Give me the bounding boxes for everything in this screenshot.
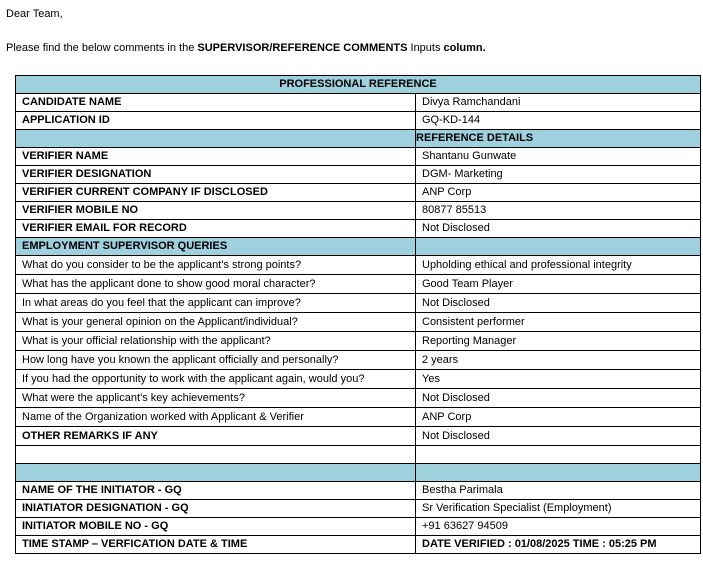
query-question: How long have you known the applicant officially and personally?	[16, 351, 416, 370]
verifier-label: VERIFIER DESIGNATION	[16, 166, 416, 184]
query-answer: Reporting Manager	[416, 332, 701, 351]
queries-header-blank	[416, 238, 701, 256]
table-row	[16, 370, 701, 389]
professional-reference-table	[15, 75, 701, 554]
initiator-value: Bestha Parimala	[416, 482, 701, 500]
table-row	[16, 184, 701, 202]
table-row	[16, 313, 701, 332]
intro-text	[6, 42, 486, 54]
reference-details-blank	[16, 130, 416, 148]
table-row	[16, 482, 701, 500]
query-answer: Upholding ethical and professional integrity	[416, 256, 701, 275]
query-question: What is your general opinion on the Applicant/individual?	[16, 313, 416, 332]
table-row	[16, 94, 701, 112]
table-row	[16, 500, 701, 518]
table-row	[16, 389, 701, 408]
candidate-name-label: CANDIDATE NAME	[16, 94, 416, 112]
query-answer: Good Team Player	[416, 275, 701, 294]
intro-middle: Inputs	[407, 42, 444, 54]
table-row	[16, 518, 701, 536]
application-id-value: GQ-KD-144	[416, 112, 701, 130]
other-remarks-value: Not Disclosed	[416, 427, 701, 446]
blank-cell	[16, 446, 416, 464]
verifier-value: Shantanu Gunwate	[416, 148, 701, 166]
verifier-value: ANP Corp	[416, 184, 701, 202]
blank-row	[16, 446, 701, 464]
query-answer: Not Disclosed	[416, 294, 701, 313]
initiator-header-row	[16, 464, 701, 482]
verifier-value: Not Disclosed	[416, 220, 701, 238]
blank-cell	[416, 464, 701, 482]
query-question: What is your official relationship with the applicant?	[16, 332, 416, 351]
initiator-label: NAME OF THE INITIATOR - GQ	[16, 482, 416, 500]
query-question: What has the applicant done to show good moral character?	[16, 275, 416, 294]
table-row	[16, 220, 701, 238]
query-answer: Not Disclosed	[416, 389, 701, 408]
table-row	[16, 148, 701, 166]
blank-cell	[16, 464, 416, 482]
other-remarks-label: OTHER REMARKS IF ANY	[16, 427, 416, 446]
table-row	[16, 256, 701, 275]
intro-bold-column: column.	[443, 42, 486, 54]
query-question: What do you consider to be the applicant's strong points?	[16, 256, 416, 275]
initiator-label: INITIATOR MOBILE NO - GQ	[16, 518, 416, 536]
verifier-value: DGM- Marketing	[416, 166, 701, 184]
table-title-row	[16, 76, 701, 94]
verifier-label: VERIFIER EMAIL FOR RECORD	[16, 220, 416, 238]
verifier-label: VERIFIER CURRENT COMPANY IF DISCLOSED	[16, 184, 416, 202]
verifier-label: VERIFIER MOBILE NO	[16, 202, 416, 220]
application-id-label: APPLICATION ID	[16, 112, 416, 130]
query-question: What were the applicant’s key achievements?	[16, 389, 416, 408]
table-row	[16, 427, 701, 446]
candidate-name-value: Divya Ramchandani	[416, 94, 701, 112]
query-answer: ANP Corp	[416, 408, 701, 427]
query-answer: Consistent performer	[416, 313, 701, 332]
query-answer: Yes	[416, 370, 701, 389]
blank-cell	[416, 446, 701, 464]
timestamp-label: TIME STAMP – VERFICATION DATE & TIME	[16, 536, 416, 554]
table-row	[16, 408, 701, 427]
table-row	[16, 166, 701, 184]
table-title: PROFESSIONAL REFERENCE	[16, 76, 701, 94]
initiator-value: +91 63627 94509	[416, 518, 701, 536]
query-question: Name of the Organization worked with Applicant & Verifier	[16, 408, 416, 427]
query-question: If you had the opportunity to work with the applicant again, would you?	[16, 370, 416, 389]
query-question: In what areas do you feel that the applicant can improve?	[16, 294, 416, 313]
table-row	[16, 351, 701, 370]
verifier-label: VERIFIER NAME	[16, 148, 416, 166]
timestamp-value: DATE VERIFIED : 01/08/2025 TIME : 05:25 PM	[416, 536, 701, 554]
table-row	[16, 202, 701, 220]
table-row	[16, 294, 701, 313]
initiator-label: INIATIATOR DESIGNATION - GQ	[16, 500, 416, 518]
greeting-text: Dear Team,	[6, 8, 63, 20]
queries-header-row	[16, 238, 701, 256]
intro-before: Please find the below comments in the	[6, 42, 198, 54]
table-row	[16, 536, 701, 554]
intro-bold-comments: SUPERVISOR/REFERENCE COMMENTS	[197, 42, 408, 54]
queries-header: EMPLOYMENT SUPERVISOR QUERIES	[16, 238, 416, 256]
table-row	[16, 332, 701, 351]
table-row	[16, 112, 701, 130]
reference-details-header: REFERENCE DETAILS	[416, 130, 701, 148]
initiator-value: Sr Verification Specialist (Employment)	[416, 500, 701, 518]
reference-details-row	[16, 130, 701, 148]
table-row	[16, 275, 701, 294]
query-answer: 2 years	[416, 351, 701, 370]
verifier-value: 80877 85513	[416, 202, 701, 220]
